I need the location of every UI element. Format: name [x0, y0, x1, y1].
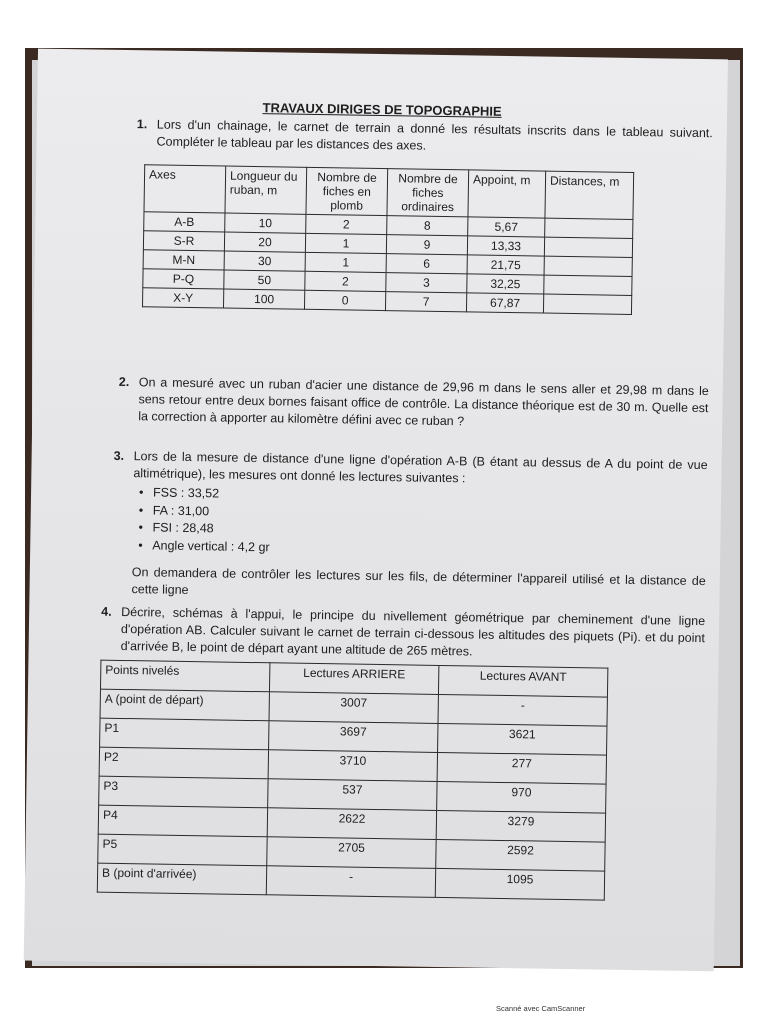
question-instruction: On demandera de contrôler les lectures sur les fils, de déterminer l'appareil utilisé et la distance de cette ligne — [131, 565, 706, 598]
question-2 — [118, 374, 709, 434]
table-cell: 2592 — [436, 839, 605, 871]
table-cell: 537 — [268, 779, 437, 811]
table-cell — [543, 294, 631, 314]
question-number: 2. — [118, 374, 130, 390]
table-cell: 3 — [386, 273, 467, 293]
table-cell: 6 — [386, 254, 467, 274]
table-cell: P1 — [100, 718, 269, 750]
table-cell: S-R — [143, 231, 224, 251]
scanner-watermark: Scanné avec CamScanner — [496, 1004, 586, 1013]
header-cell: Longueur du ruban, m — [225, 166, 307, 214]
header-cell: Nombre de fiches ordinaires — [387, 169, 469, 217]
header-cell: Distances, m — [545, 171, 634, 219]
table-header-row — [144, 165, 634, 220]
table-cell: 30 — [224, 251, 305, 271]
table-cell: 10 — [225, 213, 306, 233]
table-cell: P5 — [98, 834, 267, 866]
table-cell: 1095 — [435, 868, 604, 900]
table-cell: A (point de départ) — [100, 689, 269, 721]
table-cell: 277 — [437, 752, 606, 784]
table-cell: 3697 — [269, 721, 438, 753]
header-cell: Lectures ARRIERE — [269, 663, 438, 695]
table-cell: 5,67 — [468, 217, 545, 237]
question-number: 4. — [101, 604, 112, 619]
table-cell: 3621 — [438, 723, 607, 755]
table-cell: P-Q — [143, 269, 224, 289]
table-cell: 970 — [437, 781, 606, 813]
readings-list — [134, 484, 707, 563]
table-cell: 3279 — [436, 810, 605, 842]
question-number: 3. — [113, 448, 125, 463]
question-text: Lors de la mesure de distance d'une ligne d'opération A-B (B étant au dessus de A du point de vue altimétrique), les mesures ont donné les lectures suivantes : — [133, 449, 708, 486]
table-cell — [544, 256, 632, 276]
list-item: • Angle vertical : 4,2 gr — [134, 537, 706, 563]
question-text: Décrire, schémas à l'appui, le principe du nivellement géométrique par cheminement d'une ligne d'opération AB. Calculer suivant le carnet de terrain ci-dessous les altitudes des piquets (Pi). et du point d'arrivée B, le point de départ ayant une altitude de 265 mètres. — [120, 604, 706, 659]
table-cell: 1 — [305, 233, 386, 253]
list-item: • FA : 31,00 — [135, 502, 707, 528]
header-cell: Axes — [144, 165, 226, 213]
document-page — [24, 49, 728, 972]
table-cell: - — [266, 866, 435, 898]
question-3 — [111, 448, 707, 607]
table-cell: - — [438, 694, 607, 726]
header-cell: Appoint, m — [468, 170, 546, 218]
table-cell: 2622 — [267, 808, 436, 840]
table-cell: M-N — [143, 250, 224, 270]
table-cell: 21,75 — [467, 255, 544, 275]
table-cell: 7 — [385, 292, 466, 312]
table-cell: 20 — [224, 232, 305, 252]
table-cell: P3 — [99, 776, 268, 808]
header-cell: Lectures AVANT — [438, 665, 607, 697]
table-cell: 32,25 — [467, 274, 544, 294]
table-cell: 100 — [223, 289, 304, 309]
question-text: Lors d'un chainage, le carnet de terrain a donné les résultats inscrits dans le tableau suivant. Compléter le tableau par les distances des axes. — [156, 117, 713, 153]
question-text: On a mesuré avec un ruban d'acier une distance de 29,96 m dans le sens aller et 29,98 m dans le sens retour entre deux bornes faisant office de contrôle. La distance théorique est de 30 m. Quelle est la correction à apporter au kilomètre défini avec ce ruban ? — [138, 375, 709, 429]
table-cell: 0 — [304, 290, 385, 310]
table-cell: X-Y — [143, 288, 224, 308]
question-number: 1. — [136, 117, 148, 132]
header-cell: Points nivelés — [100, 660, 269, 692]
table-cell — [544, 275, 632, 295]
question-1 — [136, 116, 712, 159]
table-cell: 2 — [305, 271, 386, 291]
list-item: • FSI : 28,48 — [134, 519, 706, 545]
table-cell: 50 — [224, 270, 305, 290]
table-cell: B (point d'arrivée) — [97, 863, 266, 895]
table-cell — [544, 237, 632, 257]
table-cell: P2 — [99, 747, 268, 779]
table-cell: 9 — [386, 235, 467, 255]
table-cell: 3710 — [268, 750, 437, 782]
table-cell: 3007 — [269, 692, 438, 724]
document-title: TRAVAUX DIRIGES DE TOPOGRAPHIE — [262, 100, 502, 119]
table-cell: 2705 — [267, 837, 436, 869]
question-4 — [101, 604, 706, 664]
table-cell: P4 — [98, 805, 267, 837]
table-cell: 8 — [387, 216, 468, 236]
levelling-table — [97, 660, 609, 901]
table-cell: 2 — [306, 214, 387, 234]
chainage-table — [142, 164, 634, 315]
header-cell: Nombre de fiches en plomb — [306, 167, 388, 215]
list-item: • FSS : 33,52 — [135, 484, 707, 510]
table-cell: 1 — [305, 252, 386, 272]
table-cell: A-B — [144, 212, 225, 232]
table-cell: 67,87 — [466, 293, 543, 313]
table-cell: 13,33 — [467, 236, 544, 256]
table-cell — [545, 218, 633, 238]
